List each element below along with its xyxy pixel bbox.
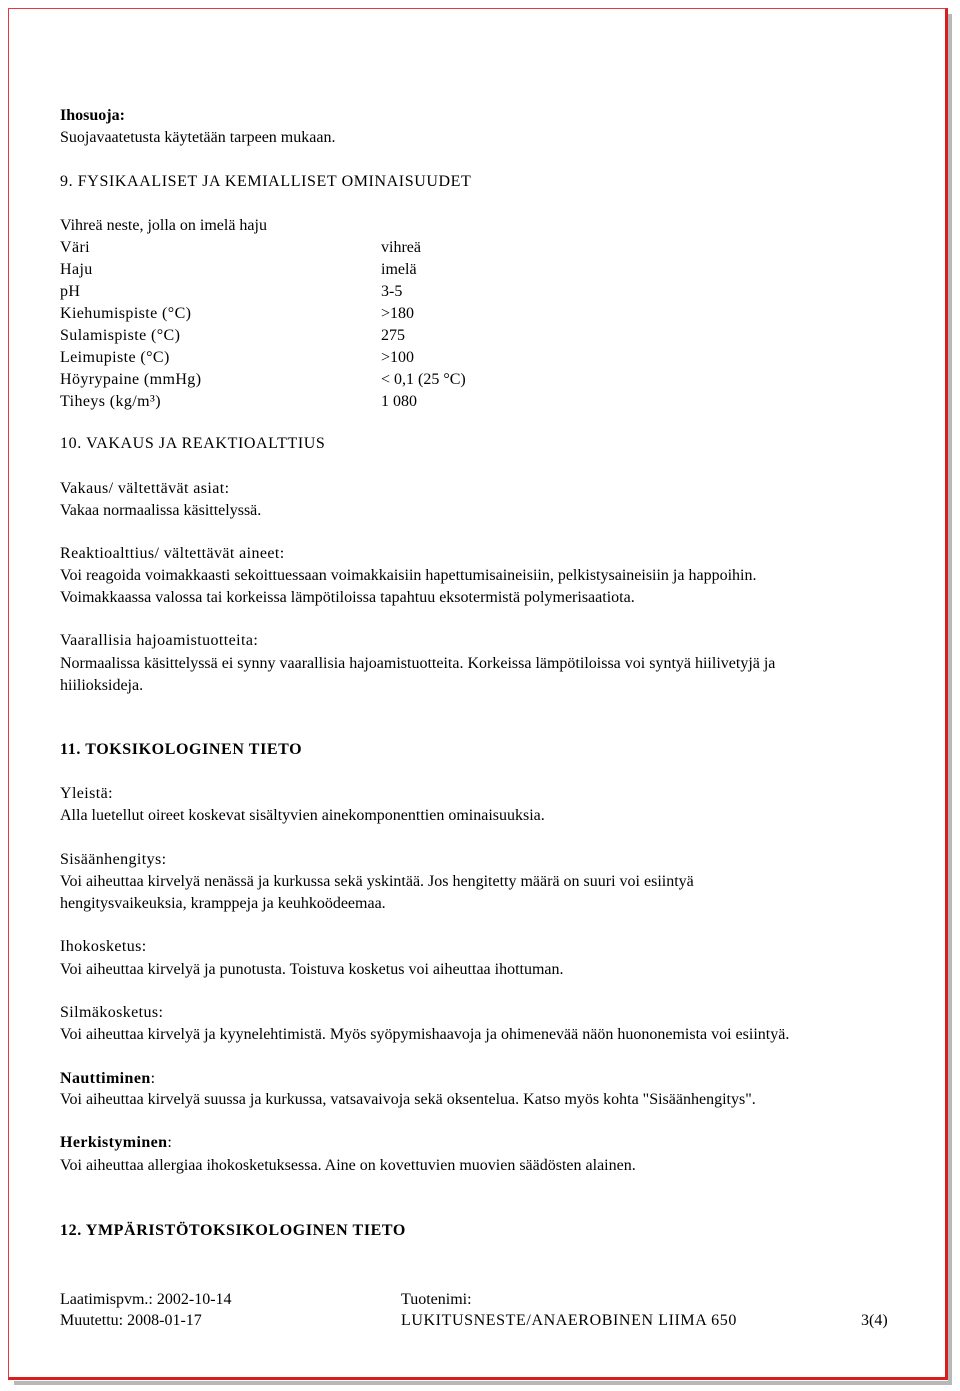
product-description: Vihreä neste, jolla on imelä haju	[60, 217, 267, 234]
stability-heading: Vakaus/ vältettävät asiat:	[60, 480, 230, 497]
inhalation-text-line-1: Voi aiheuttaa kirvelyä nenässä ja kurkussa sekä yskintää. Jos hengitetty määrä on suuri voi esiintyä	[60, 873, 694, 890]
sensitization-heading-line	[60, 1133, 172, 1153]
sensitization-text: Voi aiheuttaa allergiaa ihokosketuksessa. Aine on kovettuvien muovien säädösten alainen.	[60, 1157, 636, 1174]
property-value-boiling-point: >180	[381, 305, 415, 322]
footer-product-label: Tuotenimi:	[401, 1291, 472, 1308]
property-label-melting-point: Sulamispiste (°C)	[60, 327, 181, 344]
inhalation-heading: Sisäänhengitys:	[60, 851, 167, 868]
general-heading: Yleistä:	[60, 785, 113, 802]
property-value-ph: 3-5	[381, 283, 403, 300]
footer-page-number: 3(4)	[861, 1312, 888, 1329]
page-shadow-right	[948, 14, 952, 1384]
reactivity-text-line-1: Voi reagoida voimakkaasti sekoittuessaan voimakkaisiin hapettumisaineisiin, pelkistysaineisiin ja happoihin.	[60, 567, 757, 584]
property-value-melting-point: 275	[381, 327, 405, 344]
reactivity-heading: Reaktioalttius/ vältettävät aineet:	[60, 545, 285, 562]
property-value-density: 1 080	[381, 393, 417, 410]
decomposition-text-line-2: hiilioksideja.	[60, 677, 144, 694]
property-value-vapor-pressure: < 0,1 (25 °C)	[381, 371, 466, 388]
footer-modified-date: Muutettu: 2008-01-17	[60, 1312, 202, 1329]
property-label-vapor-pressure: Höyrypaine (mmHg)	[60, 371, 202, 388]
property-value-odor: imelä	[381, 261, 417, 278]
inhalation-text-line-2: hengitysvaikeuksia, kramppeja ja keuhkoödeemaa.	[60, 895, 386, 912]
footer-product-name: LUKITUSNESTE/ANAEROBINEN LIIMA 650	[401, 1312, 737, 1329]
skin-contact-heading: Ihokosketus:	[60, 938, 147, 955]
property-label-flash-point: Leimupiste (°C)	[60, 349, 170, 366]
eye-contact-heading: Silmäkosketus:	[60, 1004, 164, 1021]
sensitization-heading: Herkistyminen	[60, 1134, 168, 1151]
section-11-title: 11. TOKSIKOLOGINEN TIETO	[60, 741, 303, 758]
reactivity-text-line-2: Voimakkaassa valossa tai korkeissa lämpötiloissa tapahtuu eksotermistä polymerisaatiota.	[60, 589, 635, 606]
section-10-title: 10. VAKAUS JA REAKTIOALTTIUS	[60, 435, 326, 452]
stability-text: Vakaa normaalissa käsittelyssä.	[60, 502, 262, 519]
footer-created-date: Laatimispvm.: 2002-10-14	[60, 1291, 232, 1308]
section-9-title: 9. FYSIKAALISET JA KEMIALLISET OMINAISUUDET	[60, 173, 472, 190]
section-12-title: 12. YMPÄRISTÖTOKSIKOLOGINEN TIETO	[60, 1222, 406, 1239]
property-label-density: Tiheys (kg/m³)	[60, 393, 161, 410]
skin-protection-text: Suojavaatetusta käytetään tarpeen mukaan.	[60, 129, 336, 146]
page-shadow-bottom	[14, 1381, 952, 1385]
eye-contact-text: Voi aiheuttaa kirvelyä ja kyynelehtimistä. Myös syöpymishaavoja ja ohimenevää näön huononemista voi esiintyä.	[60, 1026, 790, 1043]
decomposition-text-line-1: Normaalissa käsittelyssä ei synny vaarallisia hajoamistuotteita. Korkeissa lämpötiloissa voi syntyä hiilivetyjä ja	[60, 655, 776, 672]
skin-protection-heading: Ihosuoja:	[60, 107, 125, 124]
ingestion-heading-line	[60, 1069, 155, 1089]
decomposition-heading: Vaarallisia hajoamistuotteita:	[60, 632, 259, 649]
ingestion-heading: Nauttiminen	[60, 1070, 151, 1087]
sensitization-colon: :	[167, 1134, 172, 1151]
general-text: Alla luetellut oireet koskevat sisältyvien ainekomponenttien ominaisuuksia.	[60, 807, 545, 824]
ingestion-colon: :	[150, 1070, 156, 1087]
property-label-boiling-point: Kiehumispiste (°C)	[60, 305, 192, 322]
property-label-color: Väri	[60, 239, 91, 256]
property-label-odor: Haju	[60, 261, 93, 278]
property-value-flash-point: >100	[381, 349, 415, 366]
property-label-ph: pH	[60, 283, 81, 300]
skin-contact-text: Voi aiheuttaa kirvelyä ja punotusta. Toistuva kosketus voi aiheuttaa ihottuman.	[60, 961, 564, 978]
property-value-color: vihreä	[381, 239, 421, 256]
ingestion-text: Voi aiheuttaa kirvelyä suussa ja kurkussa, vatsavaivoja sekä oksentelua. Katso myös kohta "Sisäänhengitys".	[60, 1091, 756, 1108]
